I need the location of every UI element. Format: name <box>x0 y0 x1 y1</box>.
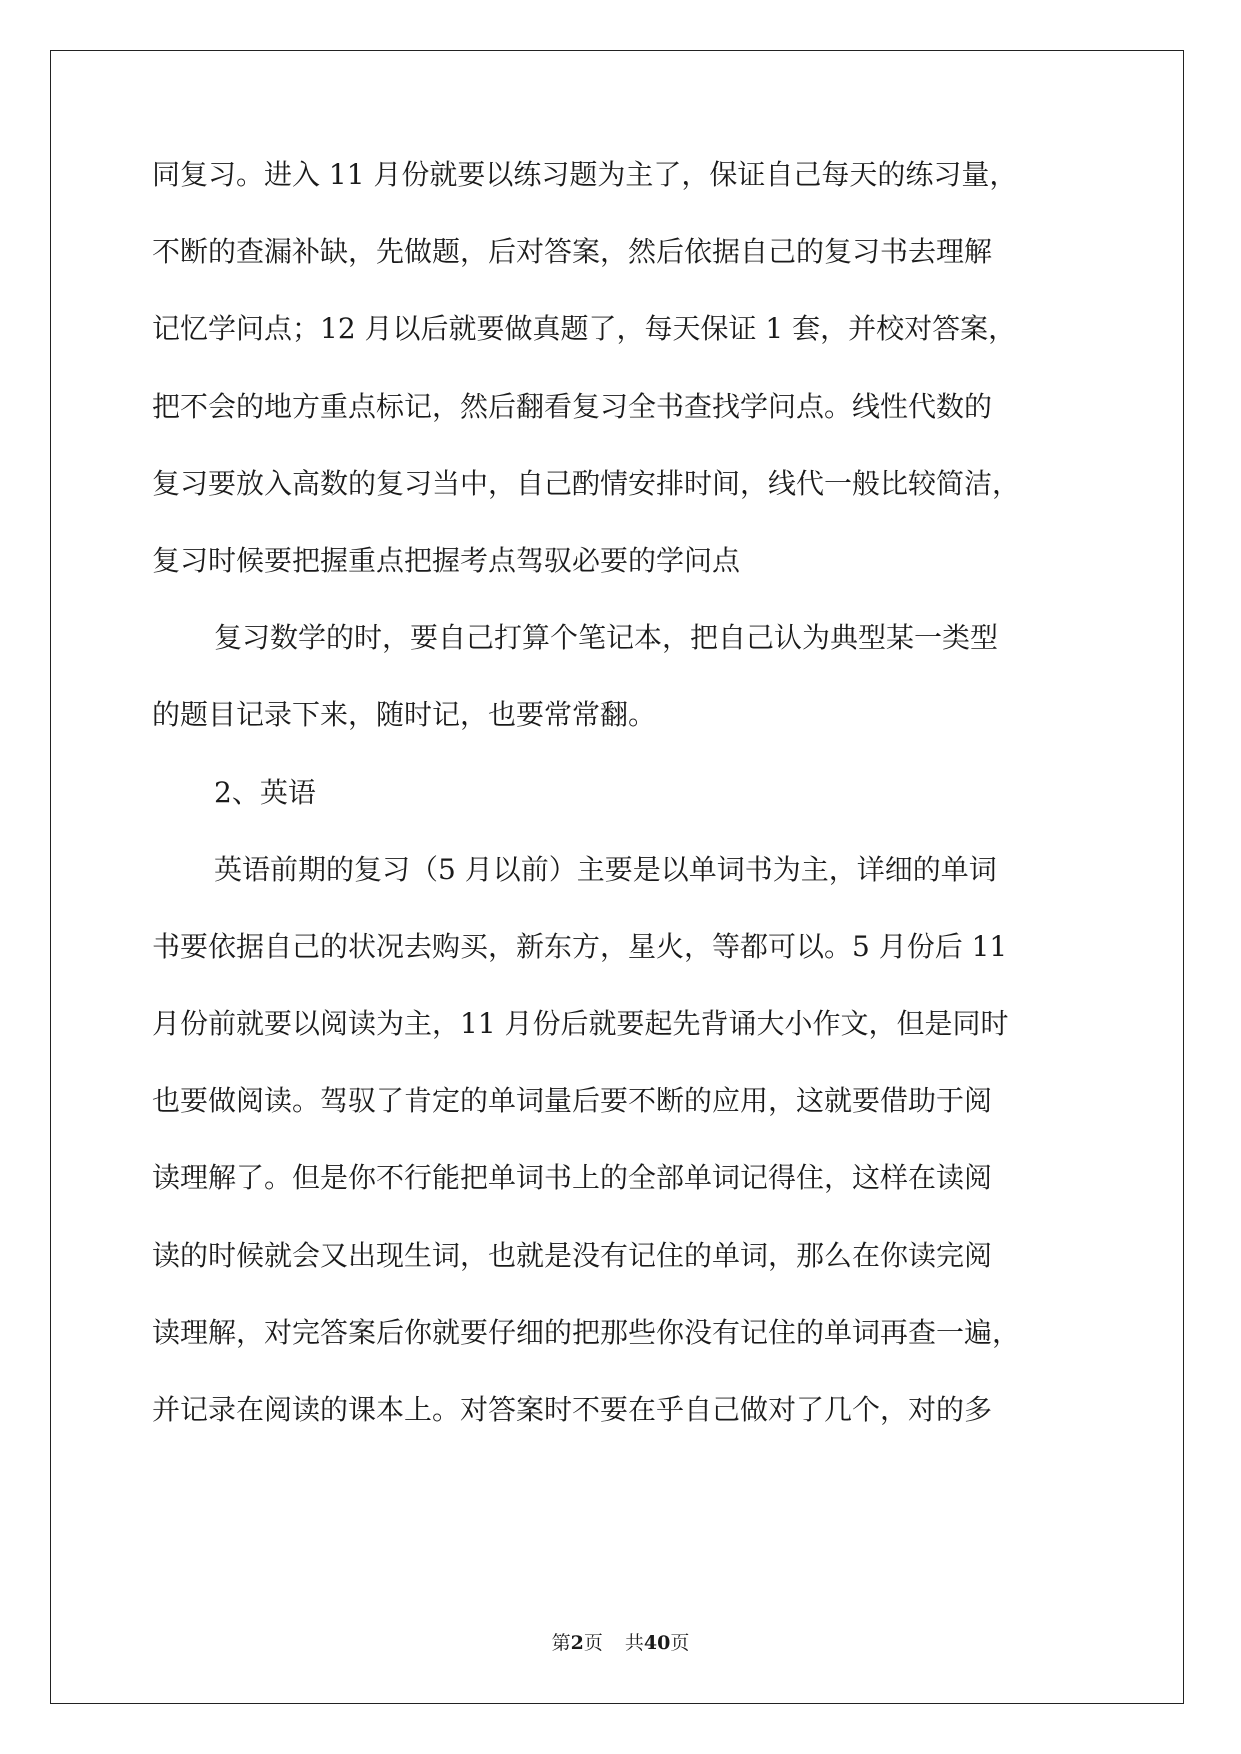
section-heading-english: 2、英语 <box>214 775 316 809</box>
total-prefix: 共 <box>624 1632 644 1654</box>
total-pages: 40 <box>643 1632 671 1654</box>
text-line: 同复习。进入 11 月份就要以练习题为主了，保证自己每天的练习量， <box>152 158 1018 191</box>
text-line: 读理解，对完答案后你就要仔细的把那些你没有记住的单词再查一遍， <box>152 1315 1021 1349</box>
text-line: 把不会的地方重点标记，然后翻看复习全书查找学问点。线性代数的 <box>152 389 993 423</box>
text-line: 月份前就要以阅读为主，11 月份后就要起先背诵大小作文，但是同时 <box>152 1007 1009 1041</box>
page-suffix: 页 <box>583 1632 603 1654</box>
text-line: 读理解了。但是你不行能把单词书上的全部单词记得住，这样在读阅 <box>152 1161 993 1195</box>
page-number: 2 <box>570 1632 584 1654</box>
paragraph-first-line: 英语前期的复习（5 月以前）主要是以单词书为主，详细的单词 <box>214 852 997 886</box>
text-line: 并记录在阅读的课本上。对答案时不要在乎自己做对了几个，对的多 <box>152 1393 993 1426</box>
page-footer <box>0 1628 1241 1655</box>
text-line: 记忆学问点；12 月以后就要做真题了，每天保证 1 套，并校对答案， <box>152 312 1017 346</box>
text-line: 复习要放入高数的复习当中，自己酌情安排时间，线代一般比较简洁， <box>152 466 1021 500</box>
text-line: 不断的查漏补缺，先做题，后对答案，然后依据自己的复习书去理解 <box>152 235 993 269</box>
text-line: 的题目记录下来，随时记，也要常常翻。 <box>152 698 657 732</box>
text-line: 读的时候就会又出现生词，也就是没有记住的单词，那么在你读完阅 <box>152 1238 993 1272</box>
text-line: 书要依据自己的状况去购买，新东方，星火，等都可以。5 月份后 11 <box>152 929 1008 963</box>
page-prefix: 第 <box>551 1632 571 1654</box>
total-suffix: 页 <box>670 1632 690 1654</box>
text-line: 复习时候要把握重点把握考点驾驭必要的学问点 <box>152 543 741 577</box>
paragraph-first-line: 复习数学的时，要自己打算个笔记本，把自己认为典型某一类型 <box>214 621 999 655</box>
text-line: 也要做阅读。驾驭了肯定的单词量后要不断的应用，这就要借助于阅 <box>152 1084 993 1118</box>
document-body <box>152 155 1092 1467</box>
